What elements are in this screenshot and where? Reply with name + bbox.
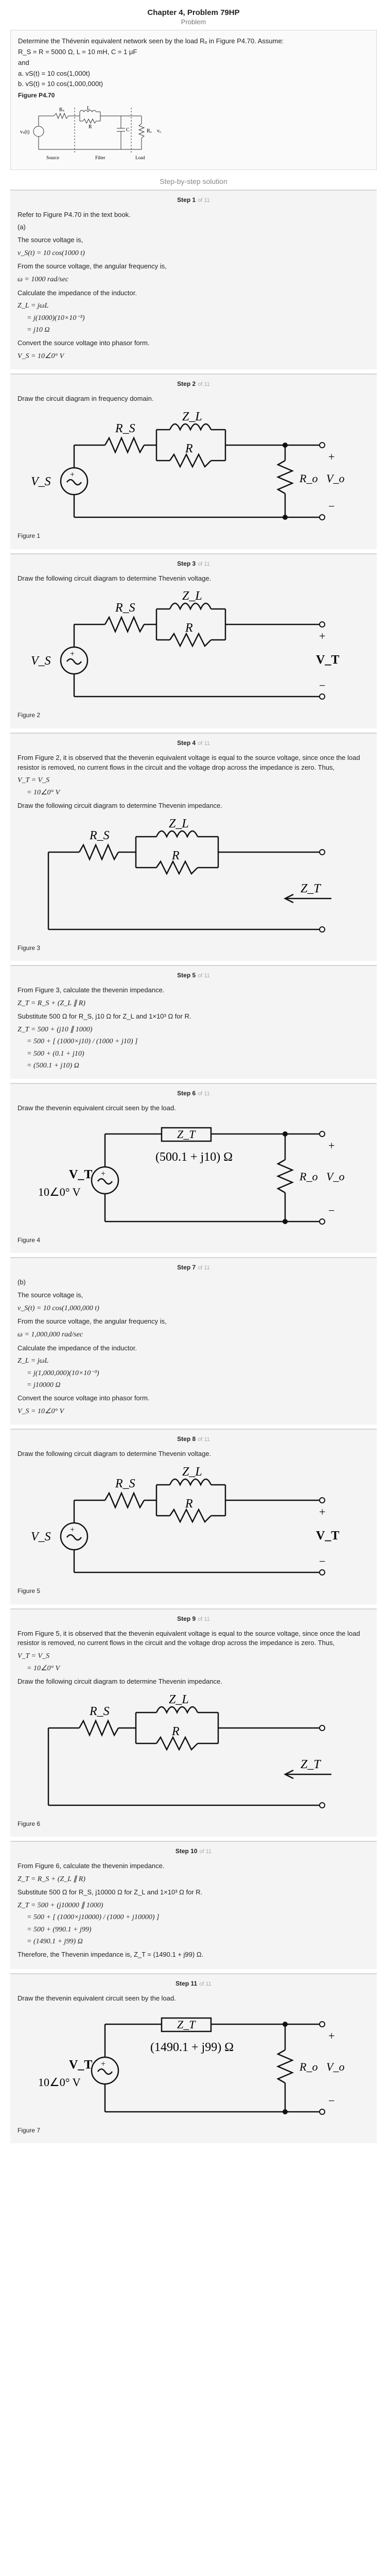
step-4 <box>10 733 377 961</box>
fig-label-source: Source <box>46 155 59 160</box>
fig-label-l: L <box>87 105 91 111</box>
step-11 <box>10 1973 377 2143</box>
source-plus: + <box>70 1526 75 1535</box>
label-zl: Z_L <box>182 1465 202 1479</box>
step-text: Draw the circuit diagram in frequency domain. <box>17 395 154 403</box>
step-equation: ω = 1,000,000 rad/sec <box>17 1331 83 1339</box>
source-plus: + <box>101 1170 106 1179</box>
problem-part-a: a. vS(t) = 10 cos(1,000t) <box>18 69 90 77</box>
label-vs: V_S <box>31 654 51 668</box>
step-equation: = j(1000)(10×10⁻³) <box>27 314 85 322</box>
source-plus: + <box>70 650 75 659</box>
label-rs: R_S <box>90 1704 110 1718</box>
label-vt: V_T <box>316 1529 340 1543</box>
step-text: Draw the thevenin equivalent circuit seen by the load. <box>17 1994 176 2002</box>
step-header: Step 9 of 11 <box>177 1615 210 1622</box>
terminal-minus: − <box>328 500 335 513</box>
step-text: From Figure 5, it is observed that the thevenin equivalent voltage is equal to the source voltage, since once the load resistor is removed, no current flows in the circuit and the voltage drop across the impedance is zero. Thus, <box>17 1629 360 1647</box>
fig-label-vo: vₒ <box>157 128 161 134</box>
step-text: From the source voltage, the angular frequency is, <box>17 262 167 270</box>
step-equation: V_T = V_S <box>17 1652 50 1660</box>
step-7 <box>10 1257 377 1425</box>
label-ro: R_o <box>300 472 318 485</box>
step-1 <box>10 190 377 370</box>
fig-label-ro: Rₒ <box>147 128 152 134</box>
step-text: From Figure 3, calculate the thevenin impedance. <box>17 986 165 994</box>
source-plus: + <box>101 2059 106 2069</box>
step-header: Step 1 of 11 <box>177 196 210 204</box>
step-text: Draw the following circuit diagram to determine Thevenin impedance. <box>17 1677 222 1685</box>
step-text: Convert the source voltage into phasor form. <box>17 1394 150 1402</box>
step-3 <box>10 553 377 728</box>
label-r: R <box>185 1497 193 1511</box>
step-header: Step 8 of 11 <box>177 1435 210 1443</box>
step-equation: V_S = 10∠0° V <box>17 352 64 361</box>
step-equation: = 500 + (990.1 + j99) <box>27 1925 92 1934</box>
circuit-figure-7 <box>17 2009 347 2122</box>
step-6 <box>10 1083 377 1253</box>
label-source-value: 10∠0° V <box>38 2075 81 2089</box>
step-equation: v_S(t) = 10 cos(1000 t) <box>17 249 85 258</box>
step-equation: = j10 Ω <box>27 326 50 334</box>
step-text: The source voltage is, <box>17 236 83 244</box>
figure-caption: Figure 3 <box>17 944 41 952</box>
problem-heading: Problem <box>181 18 206 26</box>
label-zl: Z_L <box>182 589 202 603</box>
step-text: From the source voltage, the angular frequency is, <box>17 1317 167 1326</box>
label-zl: Z_L <box>182 410 202 424</box>
step-header: Step 7 of 11 <box>177 1264 210 1272</box>
step-equation: = 10∠0° V <box>27 788 60 796</box>
figure-caption: Figure 6 <box>17 1820 41 1827</box>
step-equation: Z_L = jωL <box>17 302 49 310</box>
step-header: Step 3 of 11 <box>177 560 210 567</box>
step-text: Draw the following circuit diagram to determine Thevenin impedance. <box>17 801 222 809</box>
circuit-figure-1 <box>17 409 347 528</box>
step-equation: V_S = 10∠0° V <box>17 1408 64 1416</box>
step-text: From Figure 2, it is observed that the thevenin equivalent voltage is equal to the source voltage, since once the load resistor is removed, no current flows in the circuit and the voltage drop across the impedance is zero. Thus, <box>17 753 360 771</box>
fig-label-filter: Filter <box>95 155 105 160</box>
problem-and: and <box>18 58 29 66</box>
label-ro: R_o <box>300 1170 318 1183</box>
step-text: (a) <box>17 223 26 231</box>
fig-label-load: Load <box>135 155 145 160</box>
step-8 <box>10 1429 377 1604</box>
source-plus: + <box>70 470 75 480</box>
label-vo: V_o <box>326 1170 345 1183</box>
fig-label-rs: Rₛ <box>59 107 65 113</box>
step-equation: = 500 + (0.1 + j10) <box>27 1049 84 1058</box>
step-text: Calculate the impedance of the inductor. <box>17 1344 137 1352</box>
label-r: R <box>172 1724 180 1738</box>
step-equation: = 500 + [ (1000×j10) / (1000 + j10) ] <box>27 1038 138 1046</box>
step-text: (b) <box>17 1278 26 1286</box>
step-header: Step 11 of 11 <box>175 1979 212 1987</box>
label-vs: V_S <box>31 1530 51 1544</box>
step-equation: = 500 + [ (1000×j10000) / (1000 + j10000) ] <box>27 1913 160 1922</box>
figure-caption: Figure 5 <box>17 1587 41 1595</box>
problem-statement <box>10 30 377 170</box>
circuit-figure-6 <box>17 1692 347 1816</box>
label-vt: V_T <box>69 2058 93 2072</box>
label-r: R <box>185 621 193 635</box>
circuit-figure-2 <box>17 588 347 707</box>
fig-label-c: C <box>126 127 130 133</box>
step-text: Draw the following circuit diagram to determine Thevenin voltage. <box>17 574 212 582</box>
circuit-figure-5 <box>17 1464 347 1583</box>
label-zt: Z_T <box>177 2018 196 2031</box>
step-text: Refer to Figure P4.70 in the text book. <box>17 210 131 218</box>
solution-heading: Step-by-step solution <box>160 177 227 185</box>
step-header: Step 2 of 11 <box>177 380 210 388</box>
step-equation: Z_T = 500 + (j10000 ∥ 1000) <box>17 1901 103 1909</box>
step-equation: v_S(t) = 10 cos(1,000,000 t) <box>17 1304 99 1313</box>
fig-label-r: R <box>89 124 92 130</box>
label-zl: Z_L <box>169 817 189 831</box>
circuit-figure-3 <box>17 816 347 940</box>
problem-text: Determine the Thévenin equivalent network seen by the load Rₒ in Figure P4.70. Assume: <box>18 37 284 45</box>
label-ro: R_o <box>300 2060 318 2073</box>
step-text: From Figure 6, calculate the thevenin impedance. <box>17 1861 165 1870</box>
page-title: Chapter 4, Problem 79HP <box>147 8 240 17</box>
label-vt: V_T <box>316 653 340 667</box>
label-vt: V_T <box>69 1168 93 1182</box>
label-rs: R_S <box>115 601 135 615</box>
figure-caption: Figure 1 <box>17 532 41 540</box>
label-zt: Z_T <box>177 1128 196 1141</box>
terminal-minus: − <box>328 1204 335 1217</box>
terminal-plus: + <box>328 2029 335 2042</box>
label-rs: R_S <box>115 1477 135 1491</box>
step-text: Draw the following circuit diagram to determine Thevenin voltage. <box>17 1450 212 1458</box>
step-text: Convert the source voltage into phasor form. <box>17 339 150 347</box>
step-equation: = (500.1 + j10) Ω <box>27 1062 79 1070</box>
step-text: Calculate the impedance of the inductor. <box>17 289 137 297</box>
fig-label-vs: vₛ(t) <box>20 129 30 135</box>
step-header: Step 10 of 11 <box>175 1848 212 1855</box>
label-vo: V_o <box>326 472 345 485</box>
step-text: The source voltage is, <box>17 1291 83 1299</box>
figure-caption: Figure 2 <box>17 711 41 719</box>
label-zl: Z_L <box>169 1692 189 1706</box>
terminal-plus: + <box>319 1505 326 1519</box>
step-header: Step 6 of 11 <box>177 1090 210 1097</box>
step-header: Step 4 of 11 <box>177 739 210 747</box>
label-vs: V_S <box>31 475 51 489</box>
figure-p470 <box>18 106 183 162</box>
figure-caption: Figure 4 <box>17 1236 41 1244</box>
label-zt-value: (1490.1 + j99) Ω <box>150 2040 234 2054</box>
terminal-minus: − <box>328 2094 335 2107</box>
problem-values: R_S = R = 5000 Ω, L = 10 mH, C = 1 μF <box>18 47 137 56</box>
step-equation: V_T = V_S <box>17 776 50 785</box>
step-equation: Z_L = jωL <box>17 1357 49 1365</box>
label-r: R <box>185 442 193 456</box>
circuit-figure-4 <box>17 1118 347 1232</box>
step-text: Therefore, the Thevenin impedance is, Z_T = (1490.1 + j99) Ω. <box>17 1951 204 1959</box>
step-10 <box>10 1841 377 1969</box>
step-header: Step 5 of 11 <box>177 972 210 979</box>
step-text: Draw the thevenin equivalent circuit seen by the load. <box>17 1104 176 1112</box>
figure-label: Figure P4.70 <box>18 92 55 99</box>
step-text: Substitute 500 Ω for R_S, j10000 Ω for Z_L and 1×10³ Ω for R. <box>17 1888 203 1896</box>
terminal-minus: − <box>319 679 326 692</box>
label-zt: Z_T <box>301 882 321 895</box>
terminal-plus: + <box>328 450 335 464</box>
figure-caption: Figure 7 <box>17 2126 41 2134</box>
step-text: Substitute 500 Ω for R_S, j10 Ω for Z_L and 1×10³ Ω for R. <box>17 1012 191 1021</box>
label-zt-value: (500.1 + j10) Ω <box>155 1150 233 1164</box>
terminal-minus: − <box>319 1555 326 1568</box>
step-equation: = j(1,000,000)(10×10⁻³) <box>27 1369 99 1377</box>
terminal-plus: + <box>319 630 326 643</box>
label-zt: Z_T <box>301 1757 321 1771</box>
step-2 <box>10 374 377 549</box>
step-equation: = 10∠0° V <box>27 1664 60 1672</box>
step-5 <box>10 965 377 1079</box>
terminal-plus: + <box>328 1139 335 1153</box>
step-equation: Z_T = R_S + (Z_L ∥ R) <box>17 999 85 1007</box>
step-equation: Z_T = R_S + (Z_L ∥ R) <box>17 1875 85 1883</box>
label-r: R <box>172 849 180 862</box>
problem-part-b: b. vS(t) = 10 cos(1,000,000t) <box>18 80 103 88</box>
label-rs: R_S <box>90 828 110 842</box>
label-source-value: 10∠0° V <box>38 1185 81 1199</box>
label-vo: V_o <box>326 2060 345 2073</box>
step-9 <box>10 1608 377 1837</box>
step-equation: = j10000 Ω <box>27 1381 61 1389</box>
step-equation: = (1490.1 + j99) Ω <box>27 1937 83 1945</box>
step-equation: Z_T = 500 + (j10 ∥ 1000) <box>17 1026 93 1034</box>
label-rs: R_S <box>115 422 135 436</box>
step-equation: ω = 1000 rad/sec <box>17 276 69 284</box>
